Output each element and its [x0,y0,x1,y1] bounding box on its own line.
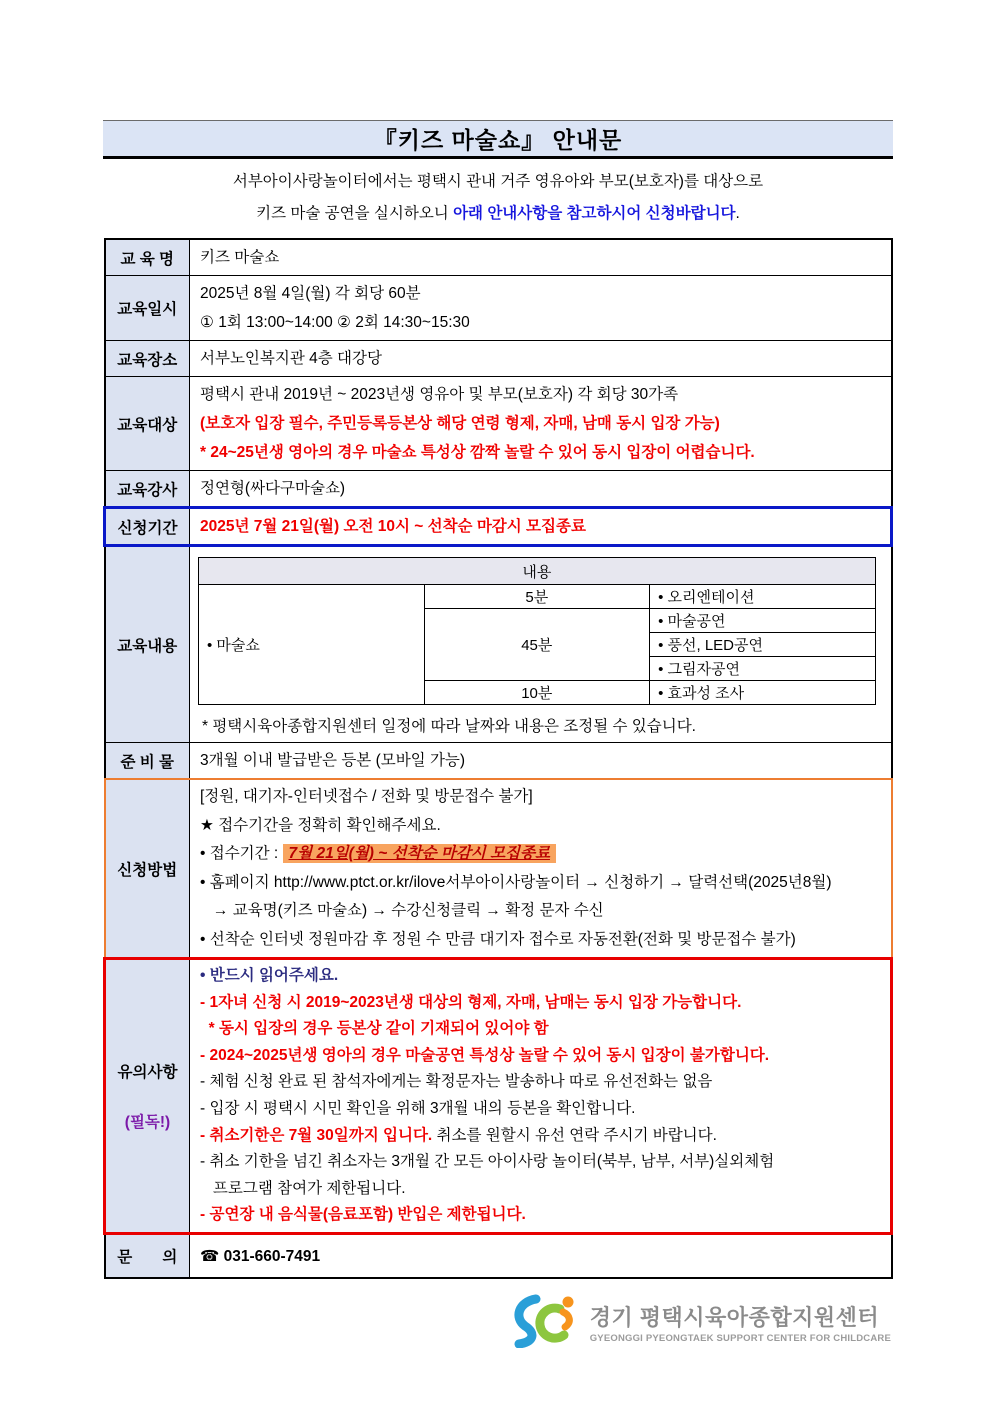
table-row-place [105,341,892,377]
logo-english-name: GYEONGGI PYEONGTAEK SUPPORT CENTER FOR CHILDCARE [589,1333,891,1345]
caution-item-5: - 입장 시 평택시 시민 확인을 위해 3개월 내의 등본을 확인합니다. [200,1099,636,1117]
row-label-instructor: 교육강사 [105,471,190,508]
caution-item-6 [200,1123,880,1150]
caution-item-7-line-2: 프로그램 참여가 제한됩니다. [200,1179,406,1197]
table-row-period [105,508,892,546]
inner-header: 내용 [199,558,876,585]
apply-line-5: → 교육명(키즈 마술쇼) → 수강신청클릭 → 확정 문자 수신 [200,902,604,919]
title-bar [103,120,893,159]
target-line-2: (보호자 입장 필수, 주민등록등본상 해당 연령 형제, 자매, 남매 동시 입장 가능) [200,415,720,432]
apply-line-6: • 선착순 인터넷 정원마감 후 정원 수 만큼 대기자 접수로 자동전환(전화 및 방문접수 불가) [200,930,796,948]
row-label-materials: 준 비 물 [105,743,190,780]
row-label-target: 교육대상 [105,377,190,471]
intro-line-2 [103,198,893,230]
caution-item-1: - 1자녀 신청 시 2019~2023년생 대상의 형제, 자매, 남매는 동시 입장 가능합니다. [200,993,742,1011]
table-row-contact [105,1233,892,1278]
table-row-caution [105,959,892,1234]
row-label-period: 신청기간 [105,508,190,546]
row-value-materials: 3개월 이내 발급받은 등본 (모바일 가능) [200,752,466,769]
caution-label-pildok: (필독!) [124,1113,171,1131]
datetime-line-1: 2025년 8월 4일(월) 각 회당 60분 [200,285,421,302]
row-value-name: 키즈 마술쇼 [200,249,280,266]
item-cell: • 오리엔테이션 [650,585,876,609]
apply-line-4: • 홈페이지 http://www.ptct.or.kr/ilove서부아이사랑놀이터 → 신청하기 → 달력선택(2025년8월) [200,873,832,891]
item-cell: • 마술공연 [650,609,876,633]
inner-header-row [199,558,876,585]
datetime-line-2: ① 1회 13:00~14:00 ② 2회 14:30~15:30 [200,314,470,331]
row-label-caution [105,959,190,1234]
info-table [103,238,893,1279]
caution-head: • 반드시 읽어주세요. [200,967,339,984]
item-cell: • 효과성 조사 [650,681,876,705]
row-label-apply: 신청방법 [105,779,190,959]
apply-period-prefix: • 접수기간 : [200,845,283,862]
caution-item-2: * 동시 입장의 경우 등본상 같이 기재되어 있어야 함 [200,1020,549,1038]
support-center-logo-icon [506,1292,582,1353]
schedule-row [199,585,876,609]
item-cell: • 풍선, LED공연 [650,633,876,657]
row-label-name: 교 육 명 [105,239,190,276]
table-row-target [105,377,892,471]
row-label-place: 교육장소 [105,341,190,377]
apply-period-highlight: 7월 21일(월) ~ 선착순 마감시 모집종료 [283,844,556,863]
caution-item-3: - 2024~2025년생 영아의 경우 마술공연 특성상 놀랄 수 있어 동시 입장이 불가합니다. [200,1046,770,1064]
table-row-apply [105,779,892,959]
apply-line-1: [정원, 대기자-인터넷접수 / 전화 및 방문접수 불가] [200,788,533,805]
intro-line-2-black: 키즈 마술 공연을 실시하오니 [256,205,454,222]
time-cell: 10분 [424,681,650,705]
activity-cell: • 마술쇼 [199,585,425,705]
logo-korean-name: 경기 평택시육아종합지원센터 [589,1305,880,1331]
caution-label: 유의사항 [117,1063,178,1081]
caution-item-4: - 체험 신청 완료 된 참석자에게는 확정문자는 발송하나 따로 유선전화는 없음 [200,1073,713,1091]
intro-paragraph [103,166,893,230]
table-row-materials [105,743,892,780]
contact-value [200,1242,881,1271]
notice-document [103,120,893,1353]
row-value-period: 2025년 7월 21일(월) 오전 10시 ~ 선착순 마감시 모집종료 [200,518,586,535]
page-title: 『키즈 마술쇼』 안내문 [373,127,623,153]
intro-line-2-blue: 아래 안내사항을 참고하시어 신청바랍니다 [453,205,736,222]
target-line-3: * 24~25년생 영아의 경우 마술쇼 특성상 깜짝 놀랄 수 있어 동시 입장이 어렵습니다. [200,444,755,461]
apply-line-2: ★ 접수기간을 정확히 확인해주세요. [200,816,441,834]
row-label-datetime: 교육일시 [105,276,190,341]
phone-icon: ☎ [200,1247,220,1265]
caution-item-6-red: - 취소기한은 7월 30일까지 입니다. [200,1126,433,1144]
intro-line-1: 서부아이사랑놀이터에서는 평택시 관내 거주 영유아와 부모(보호자)를 대상으로 [232,173,764,190]
time-cell: 5분 [424,585,650,609]
caution-item-8: - 공연장 내 음식물(음료포함) 반입은 제한됩니다. [200,1206,526,1224]
row-value-instructor: 정연형(싸다구마술쇼) [200,480,346,497]
apply-line-3 [200,840,881,869]
contact-phone-number: 031-660-7491 [223,1247,321,1265]
table-row-name [105,239,892,276]
time-cell: 45분 [424,609,650,681]
target-line-1: 평택시 관내 2019년 ~ 2023년생 영유아 및 부모(보호자) 각 회당 30가족 [200,386,679,403]
caution-item-7-line-1: - 취소 기한을 넘긴 취소자는 3개월 간 모든 아이사랑 놀이터(북부, 남부, 서부)실외체험 [200,1153,775,1171]
table-row-content [105,546,892,743]
intro-line-2-period: . [735,205,740,222]
row-label-content: 교육내용 [105,546,190,743]
footer-logo [103,1292,893,1353]
table-row-datetime [105,276,892,341]
row-value-place: 서부노인복지관 4층 대강당 [200,350,382,367]
content-note: * 평택시육아종합지원센터 일정에 따라 날짜와 내용은 조정될 수 있습니다. [202,718,696,735]
item-cell: • 그림자공연 [650,657,876,681]
row-label-contact: 문 의 [105,1233,190,1278]
caution-item-6-black: 취소를 원할시 유선 연락 주시기 바랍니다. [432,1126,717,1144]
table-row-instructor [105,471,892,508]
content-schedule-table [198,557,876,705]
